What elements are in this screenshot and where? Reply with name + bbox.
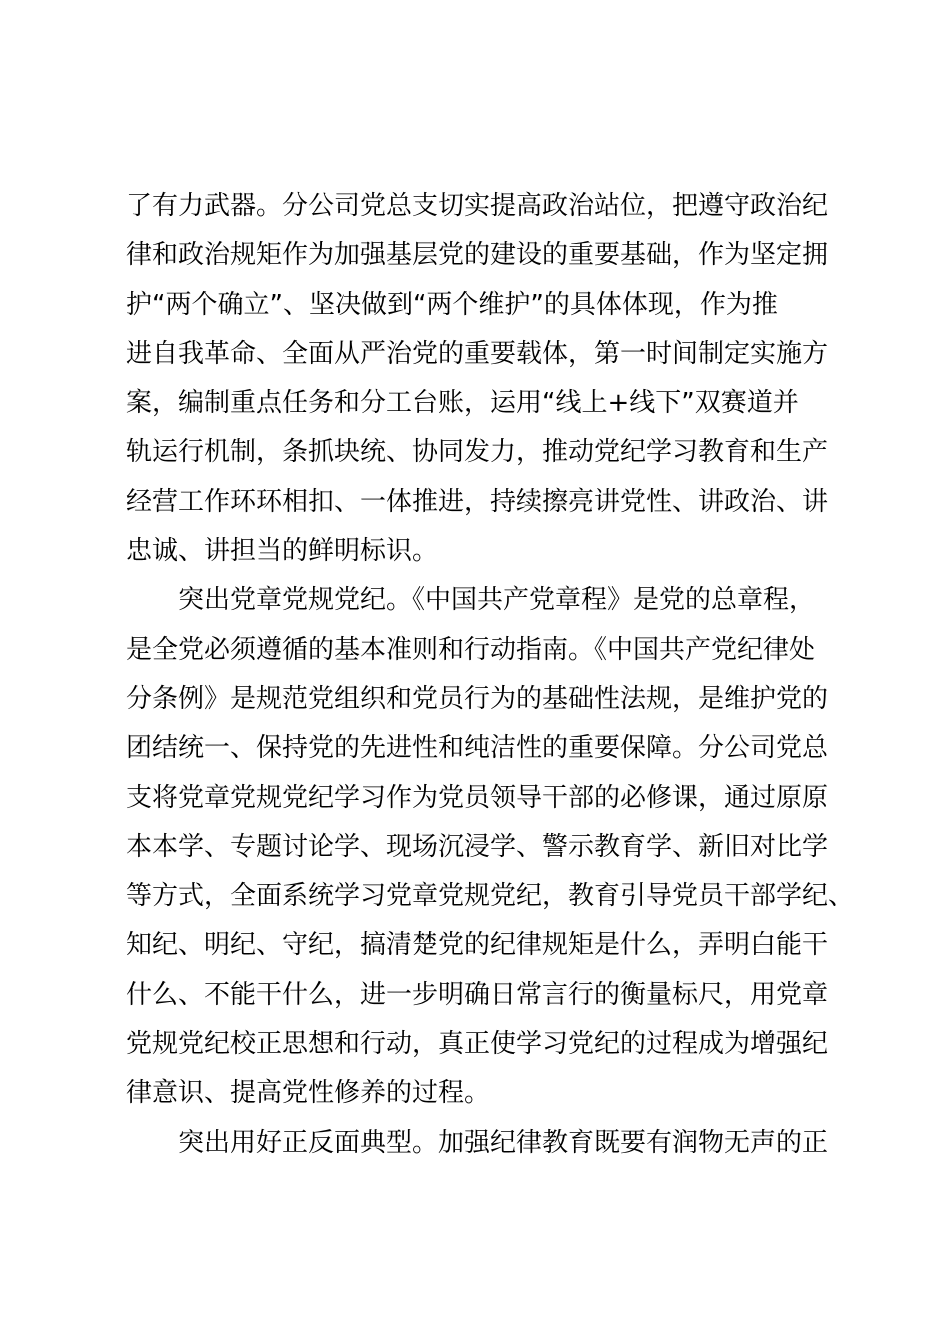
text-line: 团结统一、保持党的先进性和纯洁性的重要保障。分公司党总 [126,733,829,764]
text-line: 案，编制重点任务和分工台账，运用“线上+线下”双赛道并 [126,388,799,419]
text-line: 律和政治规矩作为加强基层党的建设的重要基础，作为坚定拥 [126,240,829,271]
text-line: 党规党纪校正思想和行动，真正使学习党纪的过程成为增强纪 [126,1029,829,1060]
text-line: 律意识、提高党性修养的过程。 [126,1078,491,1109]
text-line: 分条例》是规范党组织和党员行为的基础性法规，是维护党的 [126,683,829,714]
text-line: 进自我革命、全面从严治党的重要载体，第一时间制定实施方 [126,338,829,369]
text-line: 本本学、专题讨论学、现场沉浸学、警示教育学、新旧对比学 [126,831,829,862]
text-line: 等方式，全面系统学习党章党规党纪，教育引导党员干部学纪、 [126,881,855,912]
paragraph-start-line: 突出用好正反面典型。加强纪律教育既要有润物无声的正 [178,1127,829,1158]
text-line: 什么、不能干什么，进一步明确日常言行的衡量标尺，用党章 [126,979,829,1010]
text-line: 知纪、明纪、守纪，搞清楚党的纪律规矩是什么，弄明白能干 [126,930,829,961]
text-line: 是全党必须遵循的基本准则和行动指南。《中国共产党纪律处 [126,634,816,665]
text-line: 支将党章党规党纪学习作为党员领导干部的必修课，通过原原 [126,782,829,813]
text-line: 轨运行机制，条抓块统、协同发力，推动党纪学习教育和生产 [126,437,829,468]
paragraph-start-line: 突出党章党规党纪。《中国共产党章程》是党的总章程， [178,585,816,616]
text-line: 经营工作环环相扣、一体推进，持续擦亮讲党性、讲政治、讲 [126,486,829,517]
text-line: 护“两个确立”、坚决做到“两个维护”的具体体现，作为推 [126,289,778,320]
body-text [126,182,855,1168]
text-line: 了有力武器。分公司党总支切实提高政治站位，把遵守政治纪 [126,191,829,221]
text-line: 忠诚、讲担当的鲜明标识。 [126,536,439,567]
